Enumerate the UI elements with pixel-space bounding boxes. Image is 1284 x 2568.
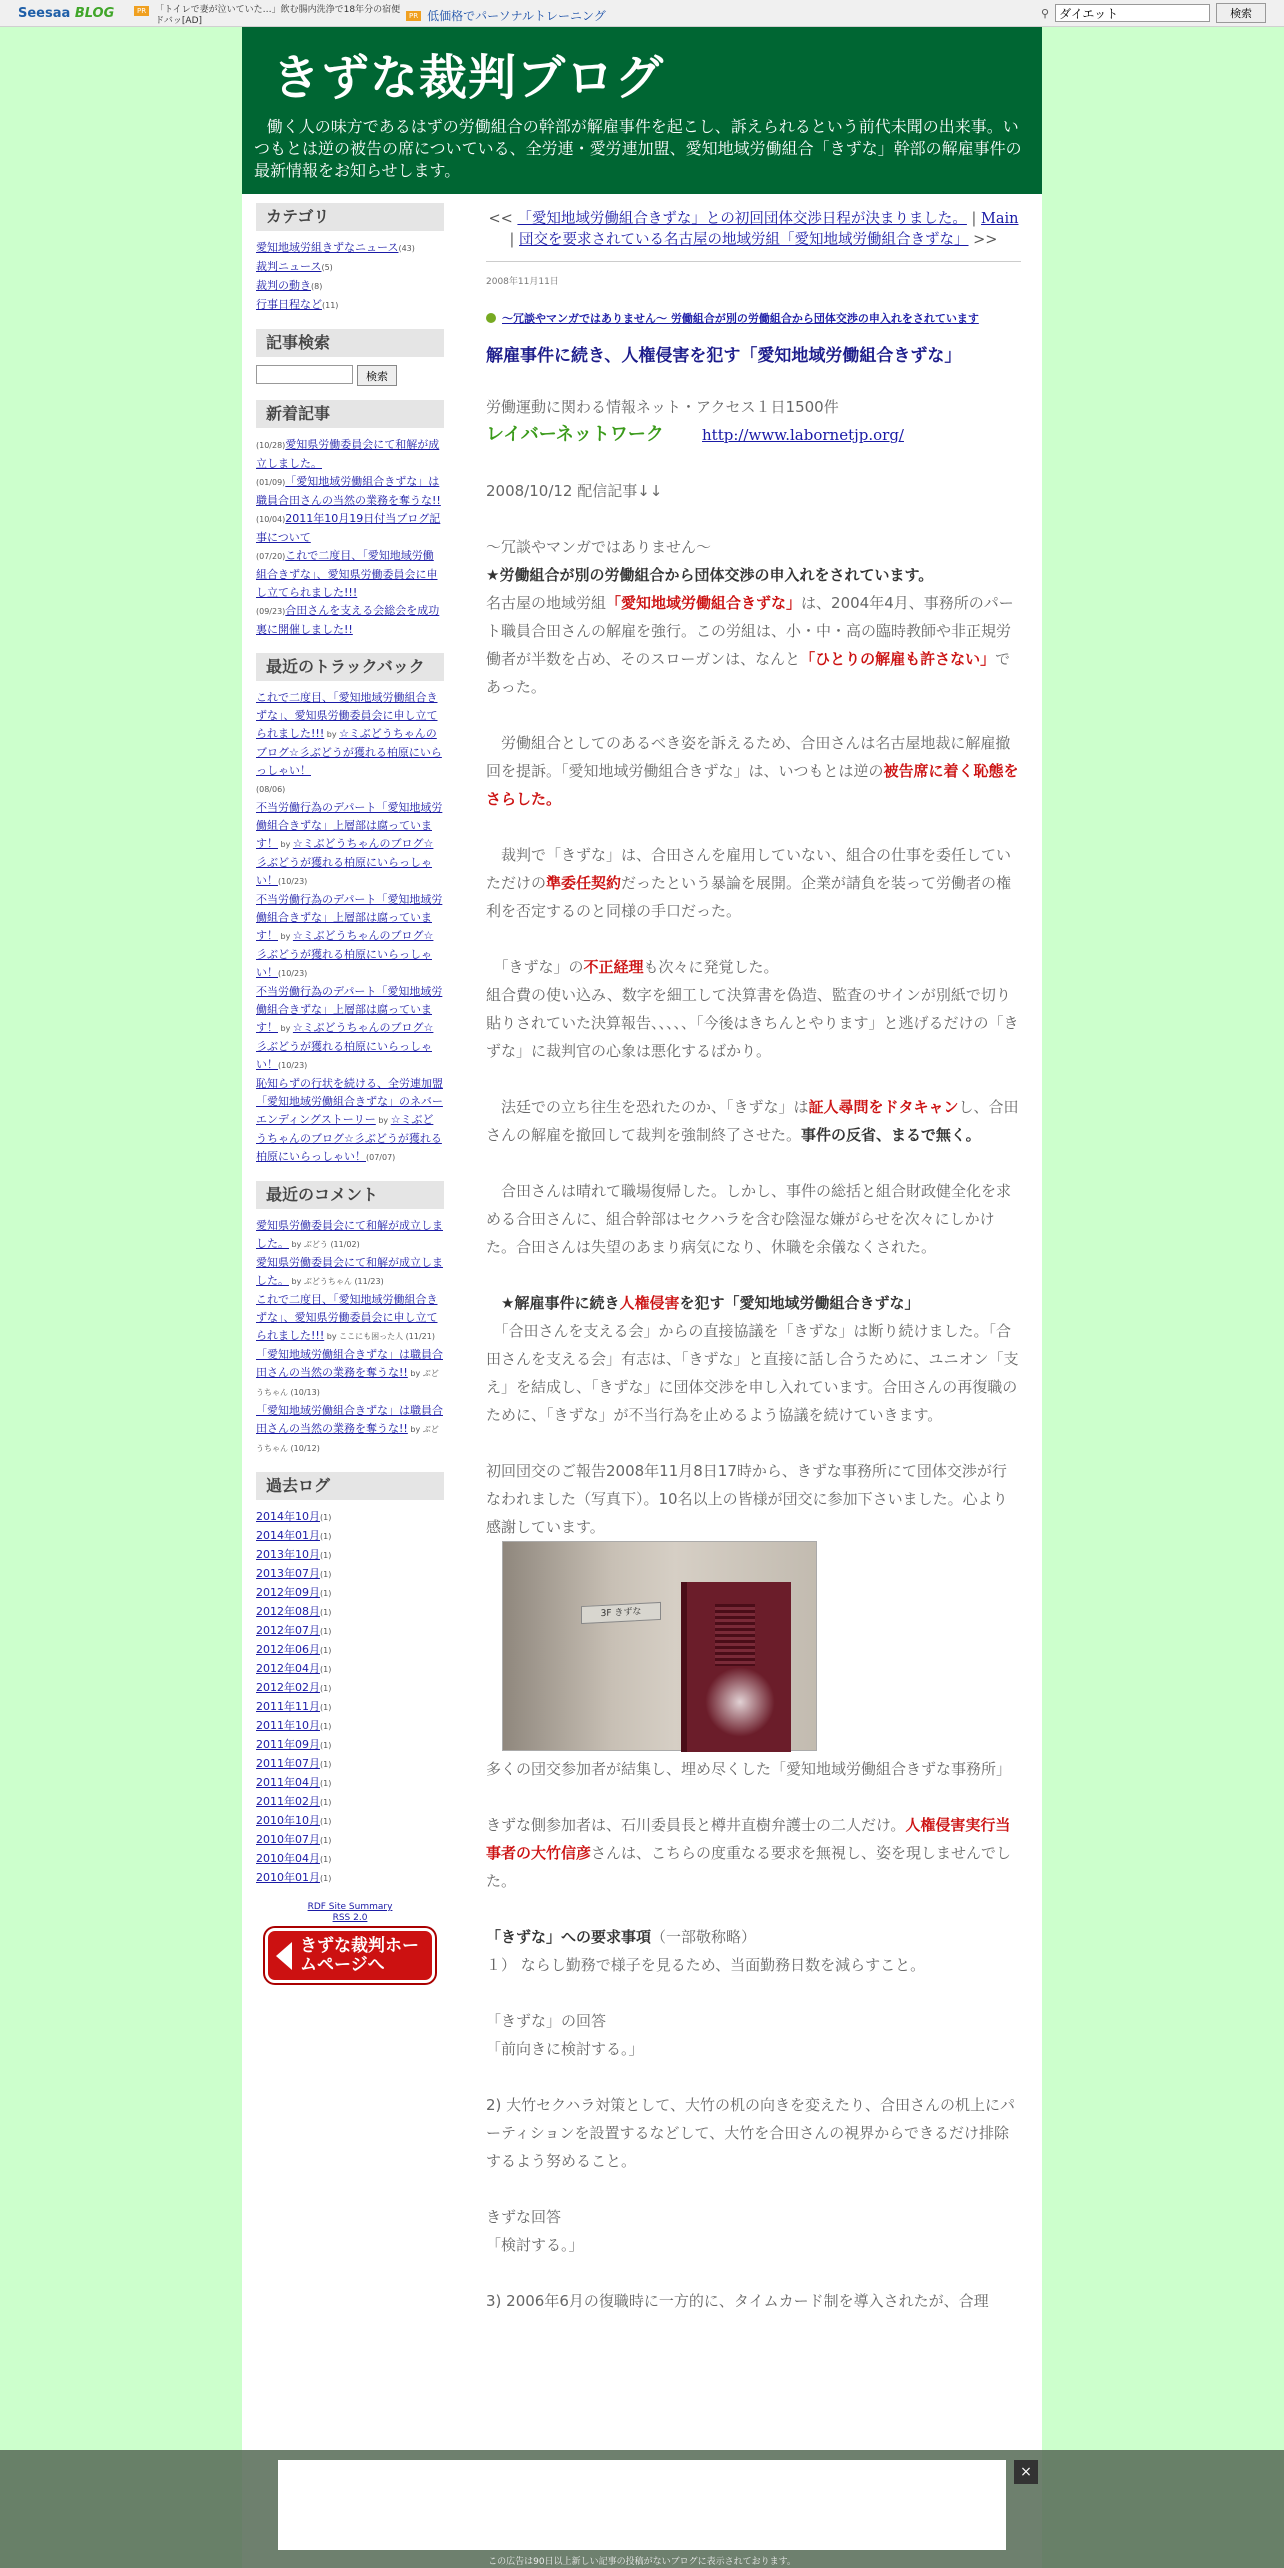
toolbar-search-button[interactable]: 検索 [1216,3,1266,23]
office-sign: 3F きずな [581,1602,661,1624]
categories-heading: カテゴリ [256,203,444,231]
archive-link[interactable]: 2011年11月 [256,1700,320,1713]
category-item: 行事日程など(11) [256,298,339,311]
category-item: 裁判の動き(8) [256,279,323,292]
archive-link[interactable]: 2010年07月 [256,1833,320,1846]
rdf-link[interactable]: RDF Site Summary [307,1902,393,1912]
archive-item: 2011年04月(1) [256,1776,332,1789]
paragraph: 2008/10/12 配信記事↓↓ [486,482,663,500]
entry-title: 解雇事件に続き、人権侵害を犯す「愛知地域労働組合きずな」 [486,346,962,366]
main-content [486,203,1021,2315]
paragraph: １） ならし勤務で様子を見るため、当面勤務日数を減らすこと。 [486,1956,926,1974]
door-image [681,1582,791,1752]
archive-link[interactable]: 2010年01月 [256,1871,320,1884]
paragraph: 組合費の使い込み、数字を細工して決算書を偽造、監査のサインが別紙で切り貼りされていた決算報告、、、、、「今後はきちんとやります」と逃げるだけの「きずな」に裁判官の心象は悪化するばかり。 [486,986,1019,1060]
entry-subtitle-link[interactable]: ～冗談やマンガではありません～ 労働組合が別の労働組合から団体交渉の申入れをされています [502,312,979,325]
paragraph: 法廷での立ち往生を恐れたのか、「きずな」は証人尋問をドタキャンし、合田さんの解雇を撤回して裁判を強制終了させた。事件の反省、まるで無く。 [486,1098,1019,1144]
search-heading: 記事検索 [256,329,444,357]
archive-item: 2013年07月(1) [256,1567,332,1580]
archive-item: 2013年10月(1) [256,1548,332,1561]
bottom-ad-overlay [0,2450,1284,2568]
category-link[interactable]: 裁判の動き [256,279,311,292]
homepage-banner-label: きずな裁判ホームページへ [300,1935,419,1975]
archive-item: 2012年02月(1) [256,1681,332,1694]
page-container [242,27,1042,2568]
recent-articles-heading: 新着記事 [256,400,444,428]
entry-navigation: << 「愛知地域労働組合きずな」との初回団体交渉日程が決まりました。 | Main | 団交を要求されている名古屋の地域労組「愛知地域労働組合きずな」 >> [486,203,1021,262]
arrow-left-icon [276,1942,292,1970]
trackback-source-link[interactable]: ☆ミぶどうちゃんのブログ☆彡ぶどうが獲れる柏原にいらっしゃい！ [256,837,434,887]
paragraph: ★労働組合が別の労働組合から団体交渉の申入れをされています。 [486,566,934,584]
paragraph: 「合田さんを支える会」からの直接協議を「きずな」は断り続けました。「合田さんを支える会」有志は、「きずな」と直接に話し合うために、ユニオン「支え」を結成し、「きずな」に団体交渉を申し入れています。合田さんの再復職のために、「きずな」が不当行為を止めるよう協議を続けていきます。 [486,1322,1019,1424]
recent-article-link[interactable]: 愛知県労働委員会にて和解が成立しました。 [256,438,440,470]
trackback-link[interactable]: 不当労働行為のデパート「愛知地域労働組合きずな」上層部は腐っています！ [256,985,443,1034]
paragraph: 裁判で「きずな」は、合田さんを雇用していない、組合の仕事を委任していただけの準委任契約だったという暴論を展開。企業が請負を装って労働者の権利を否定するのと同様の手口だった。 [486,846,1012,920]
archive-link[interactable]: 2011年07月 [256,1757,320,1770]
archives-heading: 過去ログ [256,1472,444,1500]
search-block [256,329,444,386]
recent-article-link[interactable]: これで二度目、「愛知地域労働組合きずな」、愛知県労働委員会に申し立てられました!!! [256,549,438,599]
feed-links [256,1902,444,1924]
archive-link[interactable]: 2012年07月 [256,1624,320,1637]
paragraph: きずな回答 [486,2208,562,2226]
category-link[interactable]: 行事日程など [256,298,322,311]
archive-item: 2010年04月(1) [256,1852,332,1865]
paragraph: 3) 2006年6月の復職時に一方的に、タイムカード制を導入されたが、合理 [486,2292,989,2310]
category-item: 裁判ニュース(5) [256,260,333,273]
comment-link[interactable]: 「愛知地域労働組合きずな」は職員合田さんの当然の業務を奪うな!! [256,1404,443,1435]
comment-item: これで二度目、「愛知地域労働組合きずな」、愛知県労働委員会に申し立てられました!!! by ここにも困った人 (11/21) [256,1293,438,1342]
paragraph: 労働組合としてのあるべき姿を訴えるため、合田さんは名古屋地裁に解雇撤回を提訴。「愛知地域労働組合きずな」は、いつもとは逆の被告席に着く恥態をさらした。 [486,734,1019,808]
paragraph: 「きずな」の回答 [486,2012,607,2030]
article-search-input[interactable] [256,365,353,384]
archive-item: 2011年09月(1) [256,1738,332,1751]
archive-item: 2010年07月(1) [256,1833,332,1846]
toolbar-search [1041,3,1266,23]
paragraph: 合田さんは晴れて職場復帰した。しかし、事件の総括と組合財政健全化を求める合田さんに、組合幹部はセクハラを含む陰湿な嫌がらせを次々にしかけた。合田さんは失望のあまり病気になり、休職を余儀なくされた。 [486,1182,1012,1256]
trackback-source-link[interactable]: ☆ミぶどうちゃんのブログ☆彡ぶどうが獲れる柏原にいらっしゃい！ [256,727,442,777]
paragraph: 労働運動に関わる情報ネット・アクセス１日1500件 [486,398,839,416]
comment-item: 愛知県労働委員会にて和解が成立しました。 by ぶどう (11/02) [256,1219,443,1250]
paragraph: ～冗談やマンガではありません～ [486,538,712,556]
archive-item: 2011年07月(1) [256,1757,332,1770]
recent-article-item: (10/28)愛知県労働委員会にて和解が成立しました。 [256,438,440,470]
archive-item: 2012年06月(1) [256,1643,332,1656]
paragraph: 名古屋の地域労組「愛知地域労働組合きずな」は、2004年4月、事務所のパート職員合田さんの解雇を強行。この労組は、小・中・高の臨時教師や非正規労働者が半数を占め、そのスローガンは、なんと「ひとりの解雇も許さない」であった。 [486,594,1014,696]
trackbacks-heading: 最近のトラックバック [256,653,444,681]
archive-item: 2010年01月(1) [256,1871,332,1884]
trackback-item: これで二度目、「愛知地域労働組合きずな」、愛知県労働委員会に申し立てられました!!! by ☆ミぶどうちゃんのブログ☆彡ぶどうが獲れる柏原にいらっしゃい！ (08/06) [256,691,442,794]
archive-link[interactable]: 2014年10月 [256,1510,320,1523]
recent-article-link[interactable]: 合田さんを支える会総会を成功裏に開催しました!! [256,604,440,636]
archive-item: 2012年07月(1) [256,1624,332,1637]
site-name: レイバーネットワーク [486,424,664,445]
comment-item: 「愛知地域労働組合きずな」は職員合田さんの当然の業務を奪うな!! by ぶどうちゃん (10/12) [256,1404,443,1453]
trackback-link[interactable]: これで二度目、「愛知地域労働組合きずな」、愛知県労働委員会に申し立てられました!!! [256,691,438,740]
close-ad-button[interactable]: × [1014,2460,1038,2484]
toolbar-ad-text-2[interactable]: 低価格でパーソナルトレーニング [427,9,606,23]
office-door-photo[interactable] [502,1541,817,1751]
prev-entry-link[interactable]: 「愛知地域労働組合きずな」との初回団体交渉日程が決まりました。 [517,211,967,227]
comment-link[interactable]: 愛知県労働委員会にて和解が成立しました。 [256,1219,443,1250]
paragraph: ★解雇事件に続き人権侵害を犯す「愛知地域労働組合きずな」 [486,1294,920,1312]
archive-link[interactable]: 2010年04月 [256,1852,320,1865]
archive-link[interactable]: 2012年08月 [256,1605,320,1618]
entry-body [486,393,1021,2315]
archive-link[interactable]: 2011年02月 [256,1795,320,1808]
category-link[interactable]: 愛知地域労組きずなニュース [256,241,399,254]
trackback-source-link[interactable]: ☆ミぶどうちゃんのブログ☆彡ぶどうが獲れる柏原にいらっしゃい！ [256,1021,434,1071]
archive-item: 2012年09月(1) [256,1586,332,1599]
pr-badge: PR [134,6,149,16]
sidebar [256,203,444,1983]
recent-article-item: (07/20)これで二度目、「愛知地域労働組合きずな」、愛知県労働委員会に申し立てられました!!! [256,549,438,599]
trackback-link[interactable]: 不当労働行為のデパート「愛知地域労働組合きずな」上層部は腐っています！ [256,893,443,942]
archive-link[interactable]: 2011年04月 [256,1776,320,1789]
archive-link[interactable]: 2014年01月 [256,1529,320,1542]
seesaa-blog-logo[interactable]: Seesaa BLOG [18,6,115,21]
entry-subtitle [486,311,1021,326]
archive-item: 2012年08月(1) [256,1605,332,1618]
archive-item: 2012年04月(1) [256,1662,332,1675]
trackback-item: 不当労働行為のデパート「愛知地域労働組合きずな」上層部は腐っています！ by ☆ミぶどうちゃんのブログ☆彡ぶどうが獲れる柏原にいらっしゃい！(10/23) [256,985,443,1071]
comment-link[interactable]: 「愛知地域労働組合きずな」は職員合田さんの当然の業務を奪うな!! [256,1348,443,1379]
archive-item: 2014年01月(1) [256,1529,332,1542]
trackback-link[interactable]: 恥知らずの行状を続ける、全労連加盟「愛知地域労働組合きずな」のネバーエンディングストーリー [256,1077,443,1126]
search-icon: ⚲ [1041,6,1050,20]
trackback-source-link[interactable]: ☆ミぶどうちゃんのブログ☆彡ぶどうが獲れる柏原にいらっしゃい！ [256,929,434,979]
comment-item: 愛知県労働委員会にて和解が成立しました。 by ぶどうちゃん (11/23) [256,1256,443,1287]
archive-item: 2011年02月(1) [256,1795,332,1808]
recent-article-link[interactable]: 2011年10月19日付当ブログ記事について [256,512,441,544]
blog-description: 働く人の味方であるはずの労働組合の幹部が解雇事件を起こし、訴えられるという前代未聞の出来事。いつもとは逆の被告の席についている、全労連・愛労連加盟、愛知地域労働組合「きずな」幹部の解雇事件の最新情報をお知らせします。 [254,117,1022,180]
archive-item: 2010年10月(1) [256,1814,332,1827]
trackback-item: 不当労働行為のデパート「愛知地域労働組合きずな」上層部は腐っています！ by ☆ミぶどうちゃんのブログ☆彡ぶどうが獲れる柏原にいらっしゃい！(10/23) [256,893,443,979]
paragraph: 「きずな」の不正経理も次々に発覚した。 [486,958,779,976]
archive-link[interactable]: 2011年09月 [256,1738,320,1751]
paragraph: 初回団交のご報告2008年11月8日17時から、きずな事務所にて団体交渉が行なわれました（写真下）。10名以上の皆様が団交に参加下さいました。心より感謝しています。 [486,1462,1008,1536]
article-search-button[interactable]: 検索 [357,365,397,386]
archive-item: 2014年10月(1) [256,1510,332,1523]
category-link[interactable]: 裁判ニュース [256,260,322,273]
category-item: 愛知地域労組きずなニュース(43) [256,241,415,254]
archives-block [256,1472,444,1888]
toolbar-ad-link[interactable] [134,5,404,27]
recent-article-item: (10/04)2011年10月19日付当ブログ記事について [256,512,441,544]
recent-article-item: (09/23)合田さんを支える会総会を成功裏に開催しました!! [256,604,440,636]
archive-link[interactable]: 2013年07月 [256,1567,320,1580]
trackback-item: 不当労働行為のデパート「愛知地域労働組合きずな」上層部は腐っています！ by ☆ミぶどうちゃんのブログ☆彡ぶどうが獲れる柏原にいらっしゃい！(10/23) [256,801,443,887]
archive-link[interactable]: 2010年10月 [256,1814,320,1827]
archive-link[interactable]: 2012年09月 [256,1586,320,1599]
trackback-item: 恥知らずの行状を続ける、全労連加盟「愛知地域労働組合きずな」のネバーエンディングストーリー by ☆ミぶどうちゃんのブログ☆彡ぶどうが獲れる柏原にいらっしゃい！(07/07) [256,1077,443,1163]
comment-item: 「愛知地域労働組合きずな」は職員合田さんの当然の業務を奪うな!! by ぶどうちゃん (10/13) [256,1348,443,1397]
trackbacks-block [256,653,444,1167]
archive-link[interactable]: 2012年06月 [256,1643,320,1656]
comments-heading: 最近のコメント [256,1181,444,1209]
toolbar-search-input[interactable] [1055,4,1210,22]
paragraph: 「前向きに検討する。」 [486,2040,644,2058]
recent-article-item: (01/09)「愛知地域労働組合きずな」は職員合田さんの当然の業務を奪うな!! [256,475,441,507]
archive-link[interactable]: 2011年10月 [256,1719,320,1732]
recent-article-link[interactable]: 「愛知地域労働組合きずな」は職員合田さんの当然の業務を奪うな!! [256,475,441,507]
archive-link[interactable]: 2012年04月 [256,1662,320,1675]
entry-date: 2008年11月11日 [486,277,559,287]
paragraph: 「きずな」への要求事項（一部敬称略） [486,1928,757,1946]
next-entry-link[interactable]: 団交を要求されている名古屋の地域労組「愛知地域労働組合きずな」 [519,232,969,248]
categories-block [256,203,444,315]
recent-articles-block [256,400,444,639]
archive-link[interactable]: 2012年02月 [256,1681,320,1694]
trackback-source-link[interactable]: ☆ミぶどうちゃんのブログ☆彡ぶどうが獲れる柏原にいらっしゃい！ [256,1113,442,1163]
ad-notice: この広告は90日以上新しい記事の投稿がないブログに表示されております。 [488,2557,796,2567]
site-url-link[interactable]: http://www.labornetjp.org/ [702,426,904,444]
comments-block [256,1181,444,1458]
comment-link[interactable]: これで二度目、「愛知地域労働組合きずな」、愛知県労働委員会に申し立てられました!!! [256,1293,438,1342]
rss-link[interactable]: RSS 2.0 [332,1913,368,1923]
homepage-banner-button[interactable] [265,1928,435,1983]
archive-item: 2011年11月(1) [256,1700,332,1713]
ad-banner[interactable] [278,2460,1006,2550]
paragraph: 「検討する。」 [486,2236,584,2254]
trackback-link[interactable]: 不当労働行為のデパート「愛知地域労働組合きずな」上層部は腐っています！ [256,801,443,850]
archive-item: 2011年10月(1) [256,1719,332,1732]
toolbar-ad-link-2[interactable] [406,7,606,24]
main-link[interactable]: Main [981,211,1019,227]
paragraph: 多くの団交参加者が結集し、埋め尽くした「愛知地域労働組合きずな事務所」 [486,1760,1012,1778]
blog-title[interactable]: きずな裁判ブログ [272,50,665,106]
paragraph: 2) 大竹セクハラ対策として、大竹の机の向きを変えたり、合田さんの机上にパーティションを設置するなどして、大竹を合田さんの視界からできるだけ排除するよう努めること。 [486,2096,1015,2170]
pr-icon: PR [406,11,421,21]
paragraph [486,421,1021,449]
top-toolbar [0,0,1284,27]
archive-link[interactable]: 2013年10月 [256,1548,320,1561]
bullet-icon [486,313,496,323]
comment-link[interactable]: 愛知県労働委員会にて和解が成立しました。 [256,1256,443,1287]
paragraph: きずな側参加者は、石川委員長と樽井直樹弁護士の二人だけ。人権侵害実行当事者の大竹信彦さんは、こちらの度重なる要求を無視し、姿を現しませんでした。 [486,1816,1012,1890]
toolbar-ad-text: 「トイレで妻が泣いていた…」飲む腸内洗浄で18年分の宿便ドバッ[AD] [155,5,401,26]
blog-header [242,27,1042,194]
